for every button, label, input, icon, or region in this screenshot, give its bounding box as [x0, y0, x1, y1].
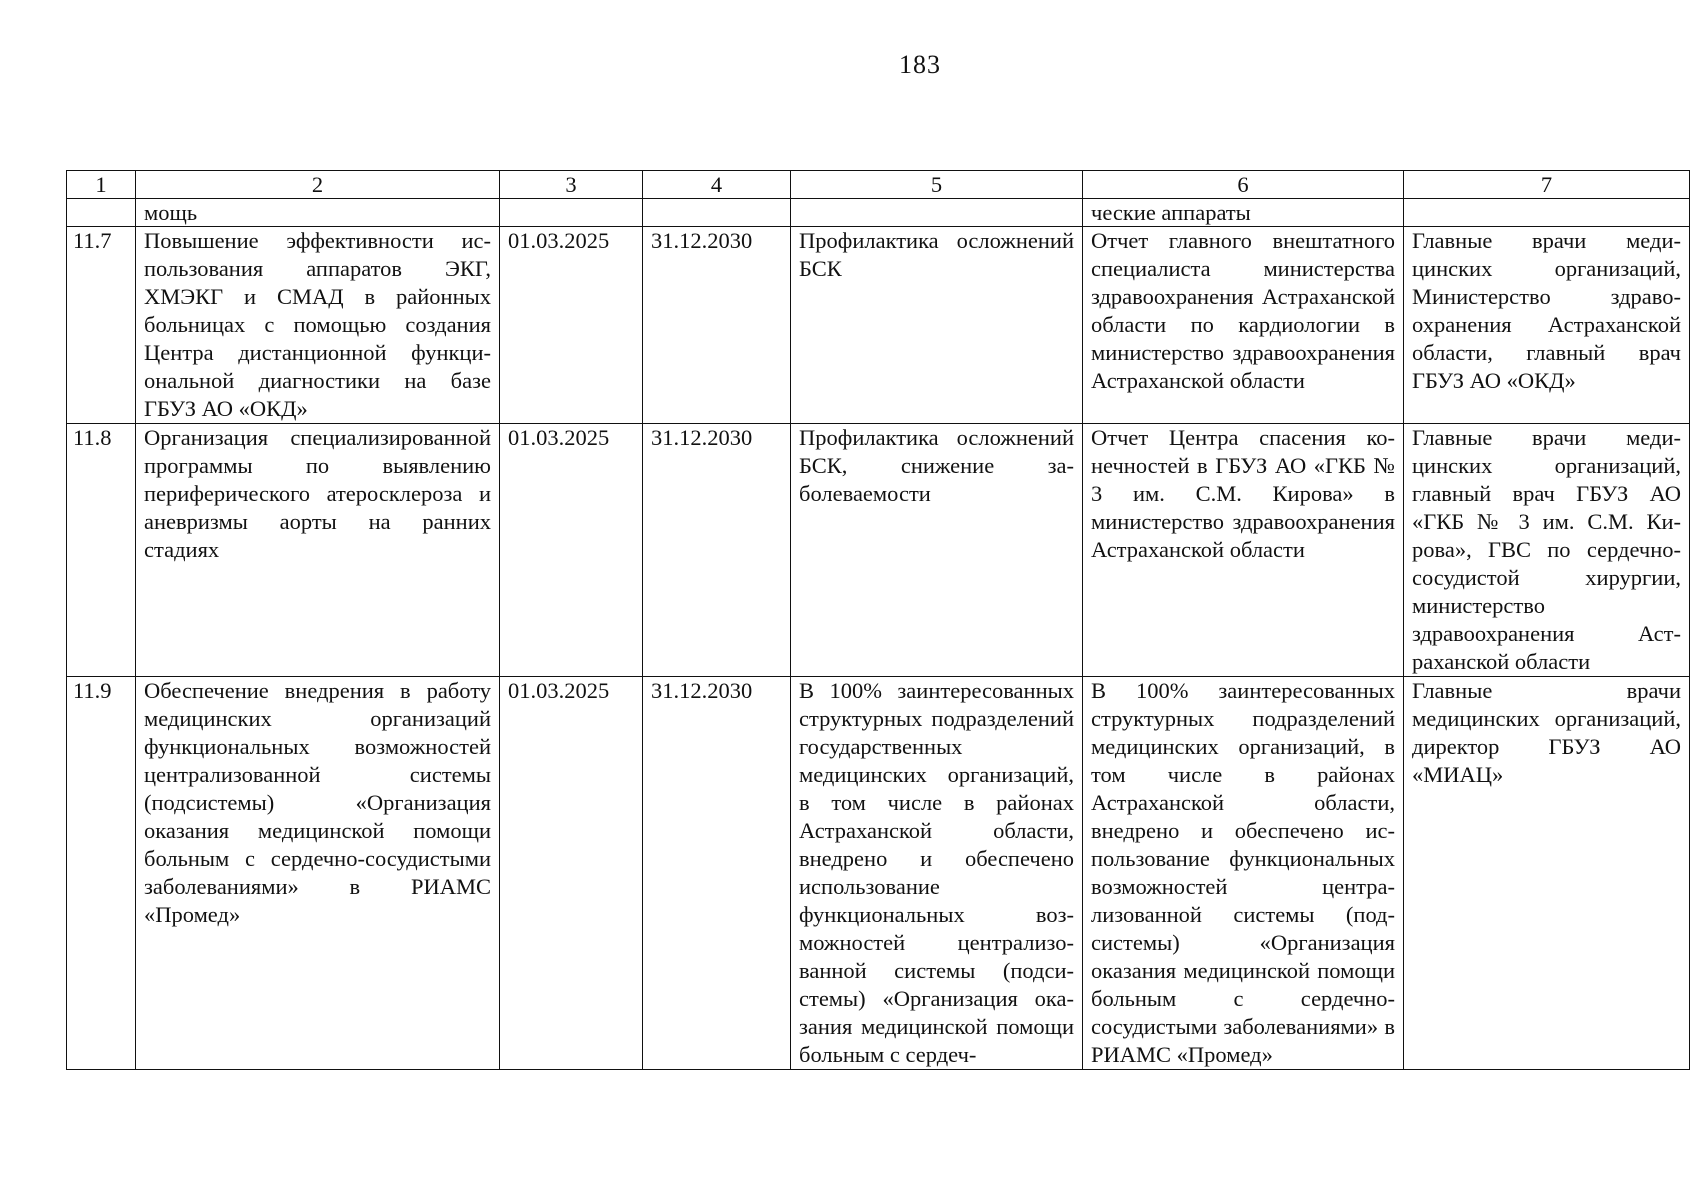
result-cell: Профилактика осложнений БСК — [791, 227, 1083, 424]
continuation-cell-event: мощь — [136, 199, 500, 227]
column-number-6: 6 — [1083, 171, 1404, 199]
end-date-cell: 31.12.2030 — [643, 227, 791, 424]
result-cell: В 100% заинтересованных структурных подразделений государственных медицинских организаций, в том числе в районах Астраханской области, внедрено и обеспечено использование функциональных возможностей централизованной системы (подсистемы) «Организация оказания медицинской помощи больным с сердеч- — [791, 677, 1083, 1070]
continuation-cell-3 — [500, 199, 643, 227]
column-number-4: 4 — [643, 171, 791, 199]
event-cell: Обеспечение внедрения в работу медицинских организаций функциональных возможностей централизованной системы (подсистемы) «Организация оказания медицинской помощи больным с сердечно-сосудистыми заболеваниями» в РИАМС «Промед» — [136, 677, 500, 1070]
page-number: 183 — [899, 50, 941, 79]
column-number-2: 2 — [136, 171, 500, 199]
table-row — [67, 424, 1690, 677]
column-number-5: 5 — [791, 171, 1083, 199]
continuation-cell-5 — [791, 199, 1083, 227]
responsible-cell: Главные врачи медицинских организаций, главный врач ГБУЗ АО «ГКБ № 3 им. С.М. Кирова», ГВС по сердечно-сосудистой хирургии, министерство здравоохранения Астраханской области — [1404, 424, 1690, 677]
table-row — [67, 677, 1690, 1070]
continuation-cell-4 — [643, 199, 791, 227]
row-number: 11.7 — [67, 227, 136, 424]
start-date-cell: 01.03.2025 — [500, 227, 643, 424]
end-date-cell: 31.12.2030 — [643, 424, 791, 677]
result-cell: Профилактика осложнений БСК, снижение заболеваемости — [791, 424, 1083, 677]
row-number: 11.8 — [67, 424, 136, 677]
measures-table — [66, 170, 1690, 1070]
column-number-1: 1 — [67, 171, 136, 199]
continuation-cell-7 — [1404, 199, 1690, 227]
event-cell: Организация специализированной программы по выявлению периферического атеросклероза и аневризмы аорты на ранних стадиях — [136, 424, 500, 677]
control-cell: Отчет Центра спасения конечностей в ГБУЗ АО «ГКБ № 3 им. С.М. Кирова» в министерство здравоохранения Астраханской области — [1083, 424, 1404, 677]
continuation-cell-control: ческие аппараты — [1083, 199, 1404, 227]
control-cell: В 100% заинтересованных структурных подразделений медицинских организаций, в том числе в районах Астраханской области, внедрено и обеспечено использование функциональных возможностей централизованной системы (подсистемы) «Организация оказания медицинской помощи больным с сердечнососудистыми заболеваниями» в РИАМС «Промед» — [1083, 677, 1404, 1070]
column-number-3: 3 — [500, 171, 643, 199]
control-cell: Отчет главного внештатного специалиста министерства здравоохранения Астраханской области по кардиологии в министерство здравоохранения Астраханской области — [1083, 227, 1404, 424]
responsible-cell: Главные врачи медицинских организаций, директор ГБУЗ АО «МИАЦ» — [1404, 677, 1690, 1070]
start-date-cell: 01.03.2025 — [500, 424, 643, 677]
column-number-row — [67, 171, 1690, 199]
end-date-cell: 31.12.2030 — [643, 677, 791, 1070]
responsible-cell: Главные врачи медицинских организаций, Министерство здравоохранения Астраханской области, главный врач ГБУЗ АО «ОКД» — [1404, 227, 1690, 424]
column-number-7: 7 — [1404, 171, 1690, 199]
table-row — [67, 227, 1690, 424]
continuation-row — [67, 199, 1690, 227]
row-number: 11.9 — [67, 677, 136, 1070]
continuation-cell-1 — [67, 199, 136, 227]
start-date-cell: 01.03.2025 — [500, 677, 643, 1070]
event-cell: Повышение эффективности использования аппаратов ЭКГ, ХМЭКГ и СМАД в районных больницах с помощью создания Центра дистанционной функциональной диагностики на базе ГБУЗ АО «ОКД» — [136, 227, 500, 424]
